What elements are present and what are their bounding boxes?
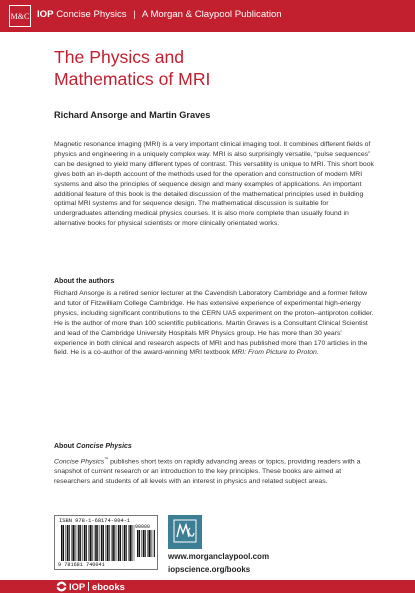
barcode-stripe xyxy=(90,525,92,561)
morgan-claypool-logo-icon xyxy=(9,5,31,27)
isbn-barcode xyxy=(54,515,158,570)
barcode-stripe xyxy=(126,525,127,561)
barcode-stripe xyxy=(94,525,95,561)
textbook-title: MRI: From Picture to Proton xyxy=(231,349,317,357)
barcode-stripe xyxy=(129,525,131,561)
barcode-stripe xyxy=(150,530,151,557)
barcode-stripe xyxy=(154,530,155,557)
barcode-stripe xyxy=(134,525,135,561)
barcode-stripe xyxy=(82,525,83,561)
about-series-heading: About Concise Physics xyxy=(54,443,132,450)
barcode-stripe xyxy=(107,525,109,561)
barcode-stripe xyxy=(124,525,126,561)
barcode-stripe xyxy=(100,525,101,561)
barcode-stripe xyxy=(118,525,120,561)
title-line-2: Mathematics of MRI xyxy=(54,69,211,89)
footer-divider xyxy=(88,582,89,591)
barcode-stripe xyxy=(80,525,81,561)
barcode-stripe xyxy=(92,525,93,561)
barcode-stripe xyxy=(112,525,114,561)
barcode-stripe xyxy=(74,525,75,561)
morgan-claypool-teal-logo-icon xyxy=(168,515,202,549)
publisher-url[interactable]: www.morganclaypool.com xyxy=(168,552,270,561)
barcode-stripe xyxy=(63,525,64,561)
barcode-stripe xyxy=(114,525,115,561)
header-separator: | xyxy=(133,9,136,20)
about-series-text: Concise Physics™ publishes short texts on rapidly advancing areas or topics, providing readers with a snapshot of current research or an introduction to the key principles. These books are aimed at researchers and students of all levels with an interest in physics and related subject areas. xyxy=(54,456,361,486)
footer-bar xyxy=(0,580,415,593)
barcode-stripe xyxy=(84,525,86,561)
header-series: Concise Physics xyxy=(56,9,127,20)
iop-logo-icon xyxy=(56,581,67,592)
price-code: 90000 xyxy=(135,524,151,530)
about-authors-text: Richard Ansorge is a retired senior lecturer at the Cavendish Laboratory Cambridge and a former fellow and tutor of Fitzwilliam College Cambridge. He has extensive experience of experimental high-energy physics, including significant contributions to the CERN UA5 experiment on the proton–antiproton collider. He is the author of more than 100 scientific publications. Martin Graves is a Consultant Clinical Scientist and lead of the Cambridge University Hospitals MR Physics group. He has more than 30 years' experience in both clinical and research aspects of MRI and has published more than 170 articles in the field. He is a co-author of the award-winning MRI textbook MRI: From Picture to Proton. xyxy=(54,290,374,357)
barcode-stripe xyxy=(103,525,104,561)
book-title xyxy=(54,46,354,90)
barcode-stripe xyxy=(71,525,72,561)
barcode-stripe xyxy=(117,525,118,561)
barcode-stripe xyxy=(61,525,63,561)
barcode-stripe xyxy=(153,530,154,557)
barcode-digits: 9 781681 740041 xyxy=(58,562,105,568)
barcode-stripe xyxy=(97,525,98,561)
book-description: Magnetic resonance imaging (MRI) is a very important clinical imaging tool. It combines different fields of physics and engineering in a uniquely complex way. MRI is also surprisingly versatile, “pulse sequences” can be designed to yield many different types of contrast. This versatility is unique to MRI. This short book gives both an in-depth account of the methods used for the operation and construction of modern MRI systems and also the principles of sequence design and many examples of applications. An important additional feature of this book is the detailed discussion of the mathematical principles used in building optimal MRI systems and for sequence design. The mathematical discussion is suitable for undergraduates attending medical physics courses. It is also more complete than usually found in alternative books for physical scientists or more clinically orientated works. xyxy=(54,141,374,228)
barcode-stripe xyxy=(69,525,70,561)
footer-iop-text: IOP xyxy=(69,581,86,592)
barcode-stripe xyxy=(147,530,148,557)
iopscience-url[interactable]: iopscience.org/books xyxy=(168,565,251,574)
isbn-number: ISBN 978-1-68174-004-1 xyxy=(59,518,131,524)
header-publication: A Morgan & Claypool Publication xyxy=(141,9,282,20)
about-authors-heading: About the authors xyxy=(54,278,115,285)
barcode-stripe xyxy=(72,525,74,561)
barcode-stripe xyxy=(77,525,78,561)
barcode-stripe xyxy=(148,530,150,557)
header-brand: IOP xyxy=(37,9,54,20)
svg-text:M&C: M&C xyxy=(10,12,30,21)
series-header xyxy=(37,9,282,20)
barcode-stripe xyxy=(141,530,142,557)
barcode-stripe xyxy=(95,525,97,561)
price-barcode-bars xyxy=(137,530,155,557)
barcode-bars xyxy=(61,525,135,561)
title-line-1: The Physics and xyxy=(54,47,185,67)
barcode-stripe xyxy=(88,525,89,561)
barcode-stripe xyxy=(128,525,129,561)
barcode-stripe xyxy=(145,530,146,557)
barcode-stripe xyxy=(137,530,139,557)
book-authors: Richard Ansorge and Martin Graves xyxy=(54,110,211,120)
barcode-stripe xyxy=(111,525,112,561)
barcode-stripe xyxy=(65,525,66,561)
barcode-stripe xyxy=(78,525,80,561)
footer-ebooks-text: ebooks xyxy=(92,581,125,592)
header-bar xyxy=(0,0,415,32)
barcode-stripe xyxy=(143,530,145,557)
barcode-stripe xyxy=(120,525,121,561)
barcode-stripe xyxy=(109,525,110,561)
barcode-stripe xyxy=(67,525,69,561)
barcode-stripe xyxy=(105,525,106,561)
barcode-stripe xyxy=(131,525,132,561)
barcode-stripe xyxy=(122,525,123,561)
barcode-stripe xyxy=(86,525,87,561)
barcode-stripe xyxy=(101,525,103,561)
barcode-stripe xyxy=(139,530,140,557)
